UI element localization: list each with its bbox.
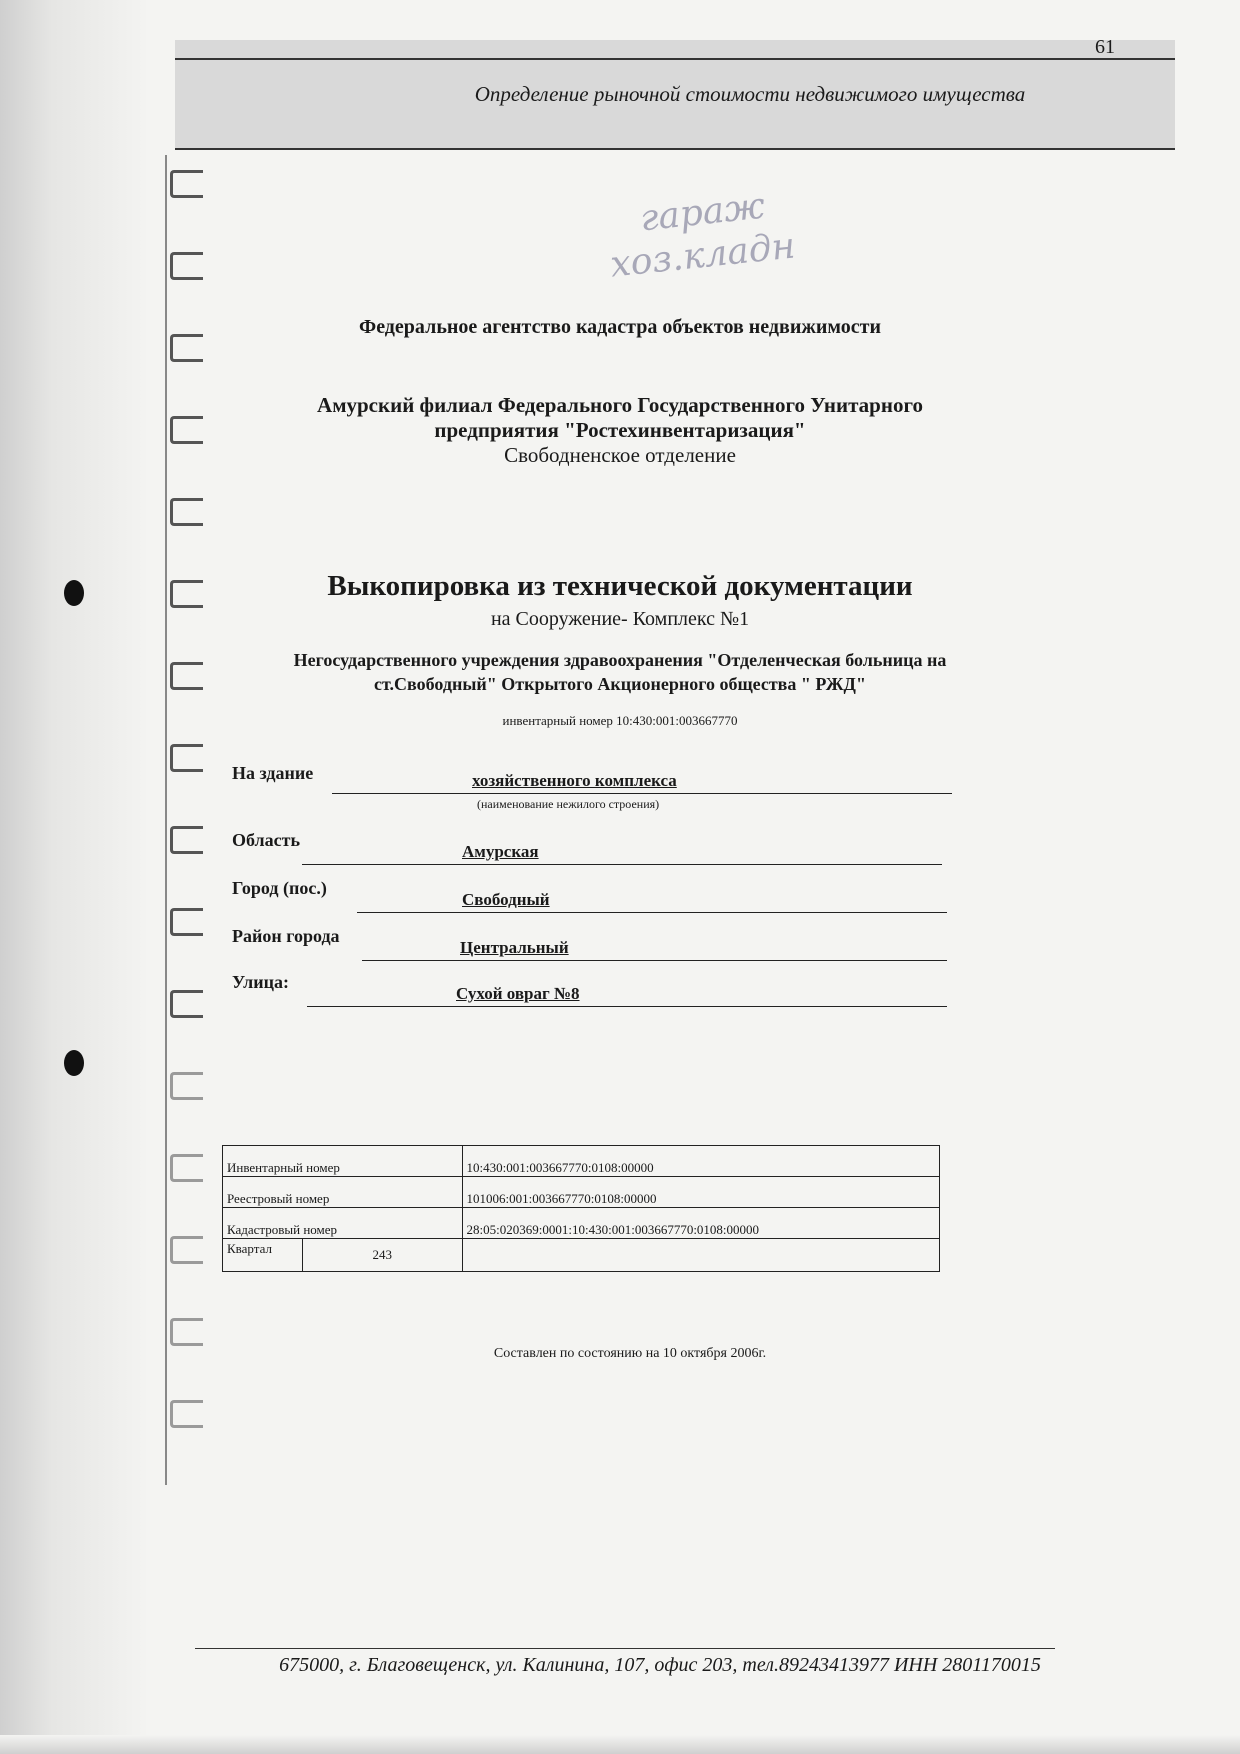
table-cell-value: 28:05:020369:0001:10:430:001:003667770:0108:00000 xyxy=(462,1208,939,1239)
handwritten-note: хоз.кладн xyxy=(608,225,798,286)
binding-ring xyxy=(170,252,203,280)
table-cell-value: 10:430:001:003667770:0108:00000 xyxy=(462,1146,939,1177)
table-row xyxy=(223,1146,940,1177)
branch-name xyxy=(190,393,1050,468)
field-building xyxy=(232,763,952,811)
field-underline xyxy=(307,1006,947,1007)
table-cell-label: Инвентарный номер xyxy=(223,1146,463,1177)
binding-ring xyxy=(170,170,203,198)
binding-ring xyxy=(170,498,203,526)
field-city xyxy=(232,878,952,918)
field-label: Город (пос.) xyxy=(232,878,327,898)
field-value: Амурская xyxy=(462,842,539,861)
field-street xyxy=(232,972,952,1012)
header-divider xyxy=(175,148,1175,150)
scan-shadow xyxy=(0,0,150,1754)
binding-ring xyxy=(170,1154,203,1182)
field-district xyxy=(232,926,952,966)
table-row xyxy=(223,1177,940,1208)
field-value: Центральный xyxy=(460,938,569,957)
institution-line: ст.Свободный" Открытого Акционерного общества " РЖД" xyxy=(374,674,866,694)
field-label: На здание xyxy=(232,763,314,783)
field-value: Свободный xyxy=(462,890,550,909)
document-title: Выкопировка из технической документации xyxy=(327,570,913,602)
field-label: Область xyxy=(232,830,301,850)
branch-line: предприятия "Ростехинвентаризация" xyxy=(434,418,806,442)
field-underline xyxy=(357,912,947,913)
institution-name xyxy=(190,648,1050,696)
punch-hole xyxy=(64,1050,84,1076)
binding-ring xyxy=(170,990,203,1018)
binding-ring xyxy=(170,1400,203,1428)
running-header-title: Определение рыночной стоимости недвижимого имущества xyxy=(474,82,1026,106)
table-cell-value: 101006:001:003667770:0108:00000 xyxy=(462,1177,939,1208)
field-underline xyxy=(362,960,947,961)
institution-line: Негосударственного учреждения здравоохранения "Отделенческая больница на xyxy=(293,650,947,670)
header-divider xyxy=(175,58,1175,60)
table-cell-label: Кадастровый номер xyxy=(223,1208,463,1239)
binding-ring xyxy=(170,1318,203,1346)
binding-ring xyxy=(170,1072,203,1100)
document-subtitle: на Сооружение- Комплекс №1 xyxy=(490,608,750,630)
field-underline xyxy=(332,793,952,794)
table-cell-label: Реестровый номер xyxy=(223,1177,463,1208)
field-label: Улица: xyxy=(232,972,290,992)
table-row xyxy=(223,1239,940,1272)
agency-name: Федеральное агентство кадастра объектов недвижимости xyxy=(359,316,881,338)
field-value: хозяйственного комплекса xyxy=(472,771,677,790)
registry-table xyxy=(222,1145,940,1272)
page-number: 61 xyxy=(1095,36,1115,58)
punch-hole xyxy=(64,580,84,606)
binding-ring xyxy=(170,1236,203,1264)
table-row xyxy=(223,1208,940,1239)
footer-address: 675000, г. Благовещенск, ул. Калинина, 107, офис 203, тел.89243413977 ИНН 2801170015 xyxy=(279,1654,1041,1676)
field-underline xyxy=(302,864,942,865)
table-cell-empty xyxy=(462,1239,939,1272)
footer-divider xyxy=(195,1648,1055,1649)
field-note: (наименование нежилого строения) xyxy=(477,797,660,811)
table-cell-label: Квартал xyxy=(223,1239,303,1272)
branch-line: Амурский филиал Федерального Государственного Унитарного xyxy=(317,393,923,417)
compiled-date: Составлен по состоянию на 10 октября 2006г. xyxy=(493,1346,767,1361)
handwritten-note: гараж xyxy=(638,185,767,240)
field-region xyxy=(232,830,952,870)
binding-spine xyxy=(165,155,167,1485)
field-label: Район города xyxy=(232,926,340,946)
table-cell-value: 243 xyxy=(302,1239,462,1272)
field-value: Сухой овраг №8 xyxy=(456,984,580,1003)
branch-line: Свободненское отделение xyxy=(504,443,736,467)
scan-bottom-edge xyxy=(0,1735,1240,1754)
inventory-number-line: инвентарный номер 10:430:001:003667770 xyxy=(502,713,738,728)
binding-ring xyxy=(170,744,203,772)
binding-ring xyxy=(170,826,203,854)
binding-ring xyxy=(170,908,203,936)
